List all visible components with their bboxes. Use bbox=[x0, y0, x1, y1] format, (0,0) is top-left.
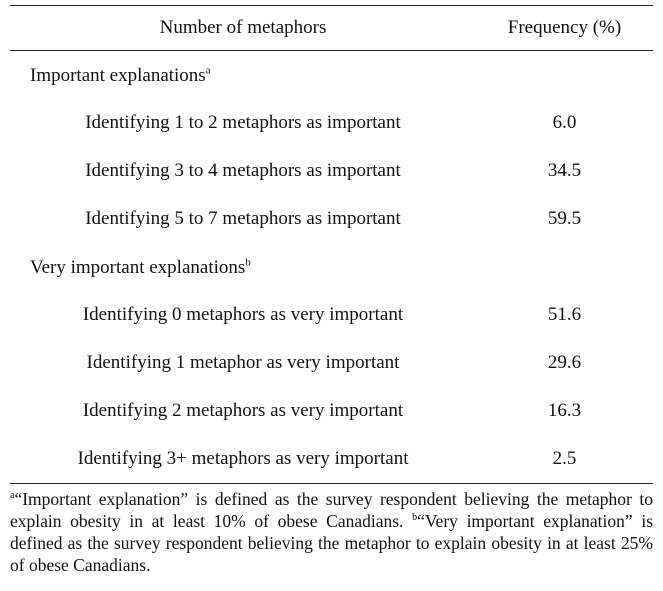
row-label: Identifying 1 to 2 metaphors as important bbox=[85, 112, 401, 133]
footnote-b-text: “Very important explanation” is defined as the survey respondent believing the metaphor to explain obesity in at least 25% of obese Canadians. bbox=[10, 511, 654, 575]
table-header-row bbox=[10, 6, 653, 50]
row-value: 16.3 bbox=[547, 400, 582, 421]
row-value: 34.5 bbox=[547, 160, 582, 181]
table-row bbox=[10, 147, 653, 195]
table-footnote bbox=[10, 488, 653, 576]
table-row bbox=[10, 195, 653, 243]
row-value: 29.6 bbox=[547, 352, 582, 373]
footnote-mark: a bbox=[205, 64, 211, 77]
section-label: Important explanations$^a$ bbox=[30, 64, 211, 86]
section-important bbox=[10, 51, 653, 99]
row-value: 6.0 bbox=[552, 112, 577, 133]
table-row bbox=[10, 339, 653, 387]
row-value: 59.5 bbox=[547, 208, 582, 229]
row-label: Identifying 3+ metaphors as very important bbox=[77, 448, 409, 469]
footnote-b-mark: b bbox=[412, 512, 418, 524]
section-very-important bbox=[10, 243, 653, 291]
row-value: 51.6 bbox=[547, 304, 582, 325]
header-number-of-metaphors: Number of metaphors bbox=[159, 17, 327, 38]
table-row bbox=[10, 291, 653, 339]
table-row bbox=[10, 387, 653, 435]
metaphor-frequency-table bbox=[10, 5, 653, 484]
section-label: Very important explanations$^b$ bbox=[30, 256, 251, 278]
row-label: Identifying 3 to 4 metaphors as important bbox=[85, 160, 401, 181]
footnote-mark: b bbox=[245, 256, 251, 269]
table-row bbox=[10, 435, 653, 483]
footnote-a-mark: a bbox=[10, 490, 15, 502]
row-label: Identifying 0 metaphors as very important bbox=[82, 304, 404, 325]
header-frequency: Frequency (%) bbox=[507, 17, 622, 38]
bottom-rule bbox=[10, 483, 653, 484]
row-label: Identifying 1 metaphor as very important bbox=[86, 352, 400, 373]
table-row bbox=[10, 99, 653, 147]
row-value: 2.5 bbox=[552, 448, 577, 469]
footnote-a-text: “Important explanation” is defined as the survey respondent believing the metaphor to explain obesity in at least 10% of obese Canadians. bbox=[10, 489, 653, 531]
row-label: Identifying 2 metaphors as very important bbox=[82, 400, 404, 421]
row-label: Identifying 5 to 7 metaphors as important bbox=[85, 208, 401, 229]
